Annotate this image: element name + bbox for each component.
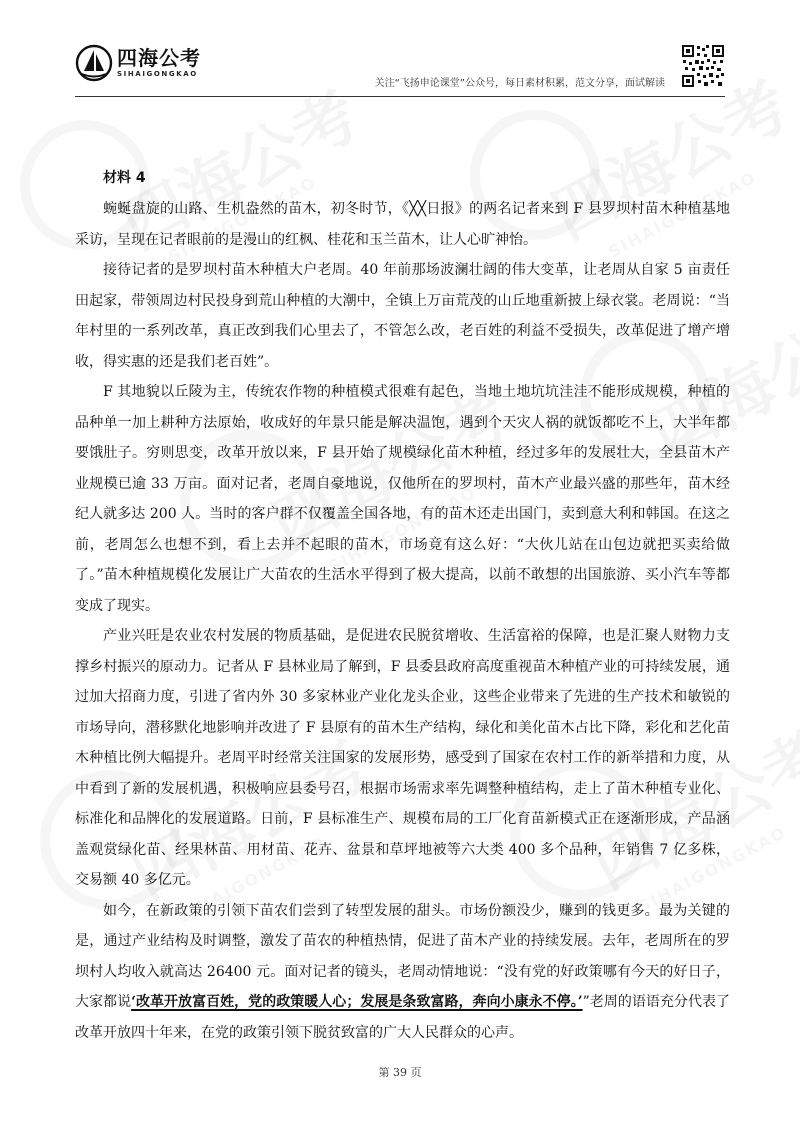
qr-code-icon xyxy=(681,44,725,88)
header-tagline: 关注“飞扬申论课堂”公众号，每日素材积累，范文分享，面试解读 xyxy=(374,78,665,89)
page-header xyxy=(75,44,725,94)
paragraph: 产业兴旺是农业农村发展的物质基础，是促进农民脱贫增收、生活富裕的保障，也是汇聚人财物力支撑乡村振兴的原动力。记者从 F 县林业局了解到，F 县委县政府高度重视苗木种植产业的可持续发展，通过加大招商力度，引进了省内外 30 多家林业产业化龙头企业，这些企业带来了先进的生产技术和敏锐的市场导向，潜移默化地影响并改进了 F 县原有的苗木生产结构，绿化和美化苗木占比下降，彩化和艺化苗木种植比例大幅提升。老周平时经常关注国家的发展形势，感受到了国家在农村工作的新举措和力度，从中看到了新的发展机遇，积极响应县委号召，根据市场需求率先调整种植结构，走上了苗木种植专业化、标准化和品牌化的发展道路。日前，F 县标准生产、规模布局的工厂化育苗新模式正在逐渐形成，产品涵盖观赏绿化苗、经果林苗、用材苗、花卉、盆景和草坪地被等六大类 400 多个品种，年销售 7 亿多株，交易额 40 多亿元。 xyxy=(75,628,730,888)
emphasized-quote: ‘改革开放富百姓，党的政策暖人心；发展是条致富路，奔向小康永不停。’ xyxy=(131,994,583,1010)
paragraph-final xyxy=(75,896,730,1049)
sailboat-logo-icon xyxy=(75,44,113,82)
paragraph: 接待记者的是罗坝村苗木种植大户老周。40 年前那场波澜壮阔的伟大变革，让老周从自家 5 亩责任田起家，带领周边村民投身到荒山种植的大潮中，全镇上万亩荒茂的山丘地重新披上绿衣裳。老周说：“当年村里的一系列改革，真正改到我们心里去了，不管怎么改，老百姓的利益不受损失，改革促进了增产增收，得实惠的还是我们老百姓”。 xyxy=(75,262,730,370)
section-title: 材料 4 xyxy=(103,170,146,186)
paragraph-text: ”老周的语语充分代表了改革开放四十年来，在党的政策引领下脱贫致富的广大人民群众的心声。 xyxy=(75,994,730,1041)
paragraph-text: 如今，在新政策的引领下苗农们尝到了转型发展的甜头。市场份额没少，赚到的钱更多。最为关键的是，通过产业结构及时调整，激发了苗农的种植热情，促进了苗木产业的持续发展。去年，老周所在的罗坝村人均收入就高达 26400 元。面对记者的镜头，老周动情地说：“没有党的好政策哪有今天的好日子，大家都说 xyxy=(75,902,730,1010)
paragraph: 蜿蜒盘旋的山路、生机盎然的苗木，初冬时节，《╳╳日报》的两名记者来到 F 县罗坝村苗木种植基地采访，呈现在记者眼前的是漫山的红枫、桂花和玉兰苗木，让人心旷神怡。 xyxy=(75,201,730,248)
document-body xyxy=(75,162,730,1048)
brand-name: 四海公考 xyxy=(117,46,201,70)
paragraph: F 其地貌以丘陵为主，传统农作物的种植模式很难有起色，当地土地坑坑洼洼不能形成规模，种植的品种单一加上耕种方法原始，收成好的年景只能是解决温饱，遇到个天灾人祸的就饭都吃不上，大半年都要饿肚子。穷则思变，改革开放以来，F 县开始了规模绿化苗木种植，经过多年的发展壮大，全县苗木产业规模已逾 33 万亩。面对记者，老周自豪地说，仅他所在的罗坝村，苗木产业最兴盛的那些年，苗木经纪人就多达 200 人。当时的客户群不仅覆盖全国各地，有的苗木还走出国门，卖到意大利和韩国。在这之前，老周怎么也想不到，看上去并不起眼的苗木，市场竟有这么好：“大伙儿站在山包边就把买卖给做了。”苗木种植规模化发展让广大苗农的生活水平得到了极大提高，以前不敢想的出国旅游、买小汽车等都变成了现实。 xyxy=(75,384,730,614)
header-divider xyxy=(75,96,725,97)
brand-logo xyxy=(75,44,201,82)
brand-subtitle: SIHAIGONGKAO xyxy=(117,70,198,78)
page-number: 第 39 页 xyxy=(378,1066,422,1079)
